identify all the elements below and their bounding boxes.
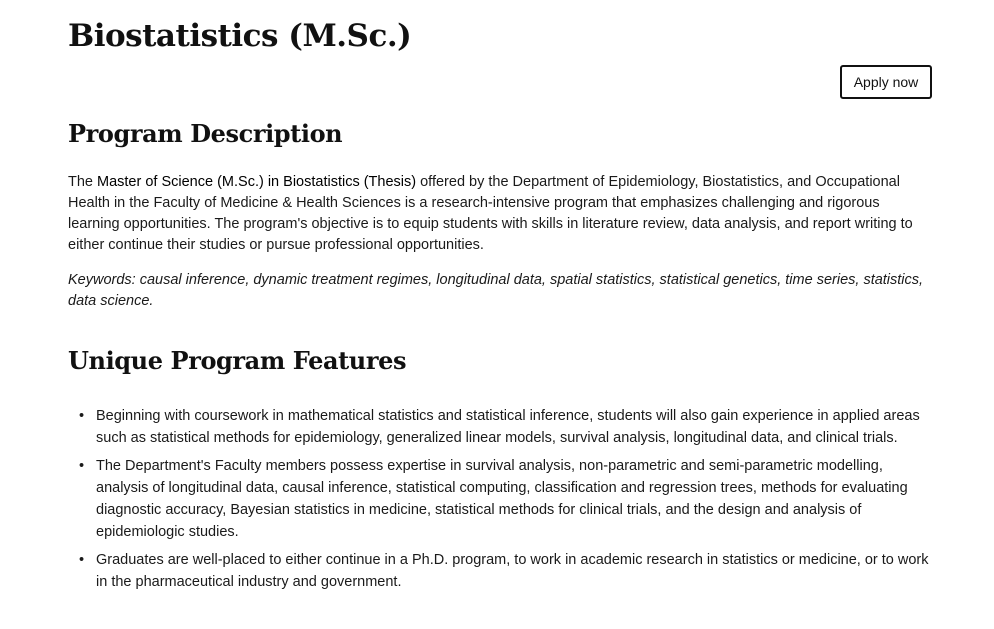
bullet-icon: •: [79, 458, 85, 474]
program-description-heading: Program Description: [68, 119, 343, 148]
program-description-text: [68, 172, 934, 256]
description-intro-before: The: [68, 174, 98, 190]
feature-text: The Department's Faculty members possess expertise in survival analysis, non-parametric and semi-parametric modelling, analysis of longitudinal data, causal inference, statistical computing, classification and regression trees, methods for evaluating diagnostic accuracy, Bayesian statistics in medicine, statistical methods for clinical trials, and the design and analysis of epidemiologic studies.: [96, 458, 908, 540]
list-item: [79, 405, 934, 449]
keywords-text: Keywords: causal inference, dynamic treatment regimes, longitudinal data, spatial statistics, statistical genetics, time series, statistics, data science.: [68, 272, 924, 309]
apply-now-button[interactable]: Apply now: [840, 65, 932, 99]
feature-text: Beginning with coursework in mathematical statistics and statistical inference, students will also gain experience in applied areas such as statistical methods for epidemiology, generalized linear models, survival analysis, longitudinal data, and clinical trials.: [96, 408, 920, 446]
features-list: [68, 405, 934, 599]
page-title: Biostatistics (M.Sc.): [68, 18, 412, 54]
list-item: [79, 549, 934, 593]
list-item: [79, 455, 934, 543]
bullet-icon: •: [79, 408, 85, 424]
description-intro-after: offered by the Department of Epidemiology, Biostatistics, and Occupational Health in the Faculty of Medicine & Health Sciences is a research-intensive program that emphasizes challenging and rigorous learning opportunities. The program's objective is to equip students with skills in literature review, data analysis, and report writing to either continue their studies or pursue professional opportunities.: [68, 174, 913, 253]
bullet-icon: •: [79, 552, 85, 568]
unique-features-heading: Unique Program Features: [68, 346, 407, 375]
program-name: Master of Science (M.Sc.) in Biostatistics (Thesis): [97, 174, 417, 190]
feature-text: Graduates are well-placed to either continue in a Ph.D. program, to work in academic research in statistics or medicine, or to work in the pharmaceutical industry and government.: [96, 552, 929, 590]
